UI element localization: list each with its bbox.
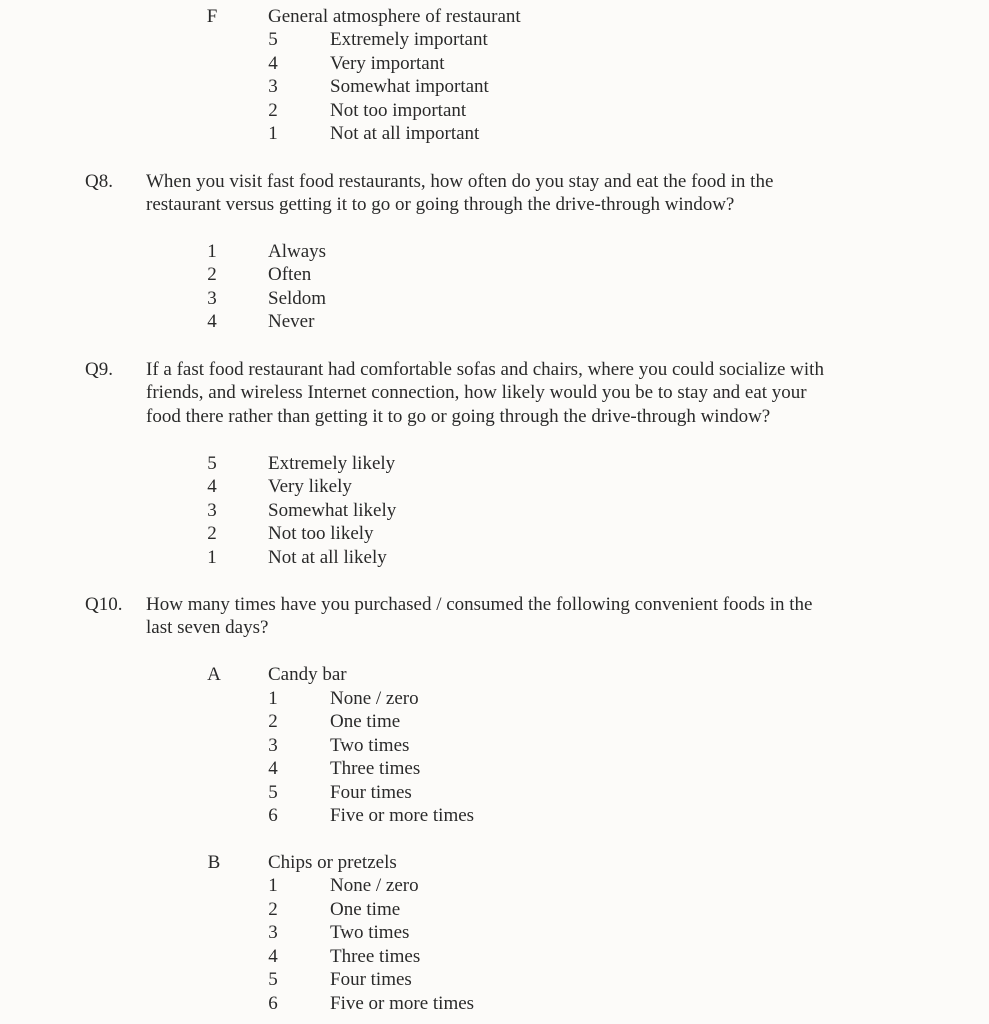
option-code: 4: [207, 476, 217, 497]
question-number: Q8.: [85, 171, 113, 192]
option-text: Not too important: [330, 100, 467, 121]
option-code: 1: [268, 123, 278, 144]
question-text: restaurant versus getting it to go or going through the drive-through window?: [146, 194, 735, 215]
option-text: Two times: [330, 735, 410, 756]
option-text: Four times: [330, 969, 412, 990]
option-text: One time: [330, 899, 401, 920]
question-text: last seven days?: [146, 617, 269, 638]
option-code: 3: [268, 735, 278, 756]
option-code: 6: [268, 805, 278, 826]
option-code: 3: [207, 500, 217, 521]
question-text: When you visit fast food restaurants, how often do you stay and eat the food in the: [146, 171, 774, 192]
option-code: 6: [268, 993, 278, 1014]
option-code: 2: [207, 523, 217, 544]
item-letter: F: [206, 6, 218, 27]
option-code: 5: [207, 453, 217, 474]
question-text: food there rather than getting it to go or going through the drive-through window?: [146, 406, 771, 427]
question-text: If a fast food restaurant had comfortable sofas and chairs, where you could socialize with: [146, 359, 824, 380]
option-text: Extremely likely: [268, 453, 396, 474]
option-text: Four times: [330, 782, 412, 803]
option-text: None / zero: [330, 875, 419, 896]
item-label: Chips or pretzels: [268, 852, 397, 873]
question-number: Q9.: [85, 359, 113, 380]
option-code: 4: [268, 946, 278, 967]
option-code: 3: [268, 76, 278, 97]
option-text: Somewhat likely: [268, 500, 397, 521]
option-code: 1: [207, 547, 217, 568]
option-code: 4: [268, 53, 278, 74]
option-text: Never: [268, 311, 315, 332]
option-text: Not at all likely: [268, 547, 387, 568]
option-code: 3: [268, 922, 278, 943]
option-text: Seldom: [268, 288, 327, 309]
question-text: friends, and wireless Internet connection, how likely would you be to stay and eat your: [146, 382, 807, 403]
option-text: None / zero: [330, 688, 419, 709]
option-text: Five or more times: [330, 805, 475, 826]
option-text: One time: [330, 711, 401, 732]
option-code: 5: [268, 969, 278, 990]
item-letter: A: [207, 664, 221, 685]
option-text: Not at all important: [330, 123, 480, 144]
option-text: Not too likely: [268, 523, 374, 544]
option-text: Somewhat important: [330, 76, 489, 97]
option-code: 2: [268, 899, 278, 920]
option-text: Two times: [330, 922, 410, 943]
option-text: Always: [268, 241, 327, 262]
option-text: Often: [268, 264, 312, 285]
item-label: General atmosphere of restaurant: [268, 6, 521, 27]
option-code: 1: [268, 875, 278, 896]
option-code: 3: [207, 288, 217, 309]
option-code: 5: [268, 782, 278, 803]
option-code: 1: [268, 688, 278, 709]
option-text: Very likely: [268, 476, 352, 497]
item-label: Candy bar: [268, 664, 347, 685]
option-code: 1: [207, 241, 217, 262]
option-code: 2: [268, 711, 278, 732]
question-number: Q10.: [85, 594, 123, 615]
option-code: 4: [207, 311, 217, 332]
item-letter: B: [207, 852, 221, 873]
option-text: Three times: [330, 758, 421, 779]
option-text: Very important: [330, 53, 445, 74]
option-code: 2: [268, 100, 278, 121]
option-code: 4: [268, 758, 278, 779]
option-code: 5: [268, 29, 278, 50]
question-text: How many times have you purchased / consumed the following convenient foods in the: [146, 594, 813, 615]
option-text: Five or more times: [330, 993, 475, 1014]
option-code: 2: [207, 264, 217, 285]
option-text: Three times: [330, 946, 421, 967]
option-text: Extremely important: [330, 29, 488, 50]
